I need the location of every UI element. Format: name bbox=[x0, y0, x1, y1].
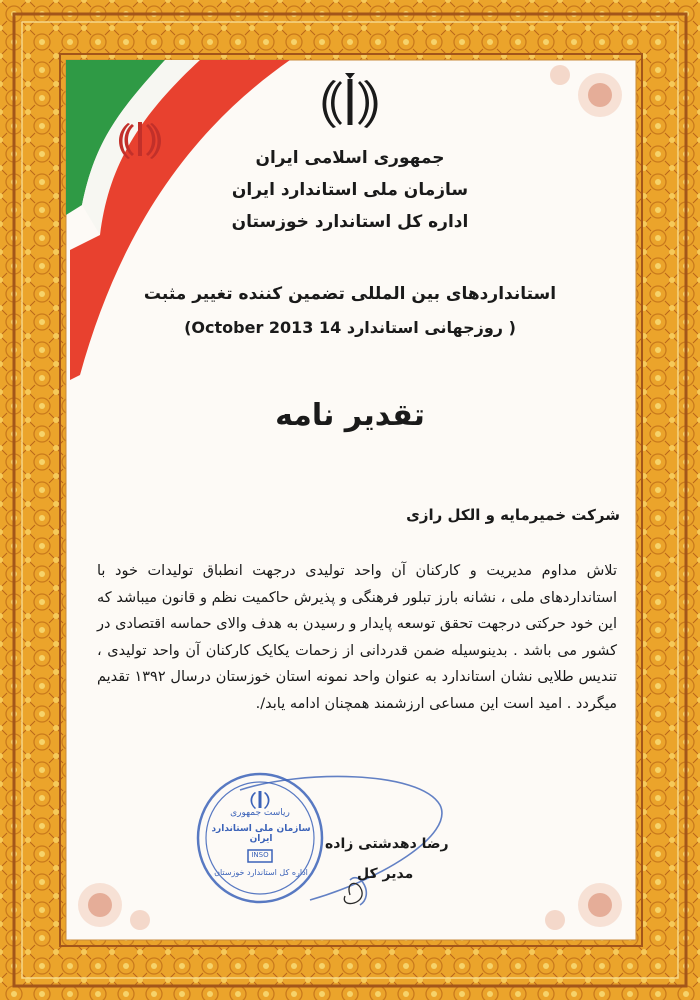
header-organization: سازمان ملی استاندارد ایران bbox=[231, 180, 469, 200]
motto-line2: ( روزجهانی استاندارد 14 October 2013) bbox=[184, 318, 516, 337]
stamp-center-text: INSO bbox=[251, 851, 269, 859]
motto-line1: استانداردهای بین المللی تضمین کننده تغییر مثبت bbox=[143, 284, 557, 304]
signatory-title: مدیر کل bbox=[357, 866, 414, 882]
stamp-bottom-text: اداره کل استاندارد خوزستان bbox=[214, 868, 308, 877]
certificate-title: تقدیر نامه bbox=[275, 398, 425, 433]
stamp-top-text: ریاست جمهوری bbox=[230, 808, 290, 818]
signatory-name: رضا دهدشتی زاده bbox=[325, 836, 449, 852]
header-republic: جمهوری اسلامی ایران bbox=[255, 148, 445, 168]
header-department: اداره کل استاندارد خوزستان bbox=[231, 212, 469, 232]
stamp-ring-text: سازمان ملی استاندارد ایران bbox=[211, 824, 311, 844]
body-text: تلاش مداوم مدیریت و کارکنان آن واحد تولیدی درجهت انطباق تولیدات خود با استانداردهای ملی ، نشانه بارز تبلور فرهنگی و پذیرش حاکمیت نظم و قانون میباشد که این خود حرکتی درجهت تحقق توسعه پایدار و رسیدن به هدف والای حماسه اقتصادی در کشور می باشد . بدینوسیله ضمن قدردانی از زحمات یکایک کارکنان آن واحد تولیدی ، تندیس طلایی نشان استاندارد به عنوان واحد نمونه استان خوزستان درسال ۱۳۹۲ تقدیم میگردد . امید است این مساعی ارزشمند همچنان ادامه یابد/. bbox=[97, 563, 617, 712]
recipient-name: شرکت خمیرمایه و الکل رازی bbox=[406, 506, 620, 524]
